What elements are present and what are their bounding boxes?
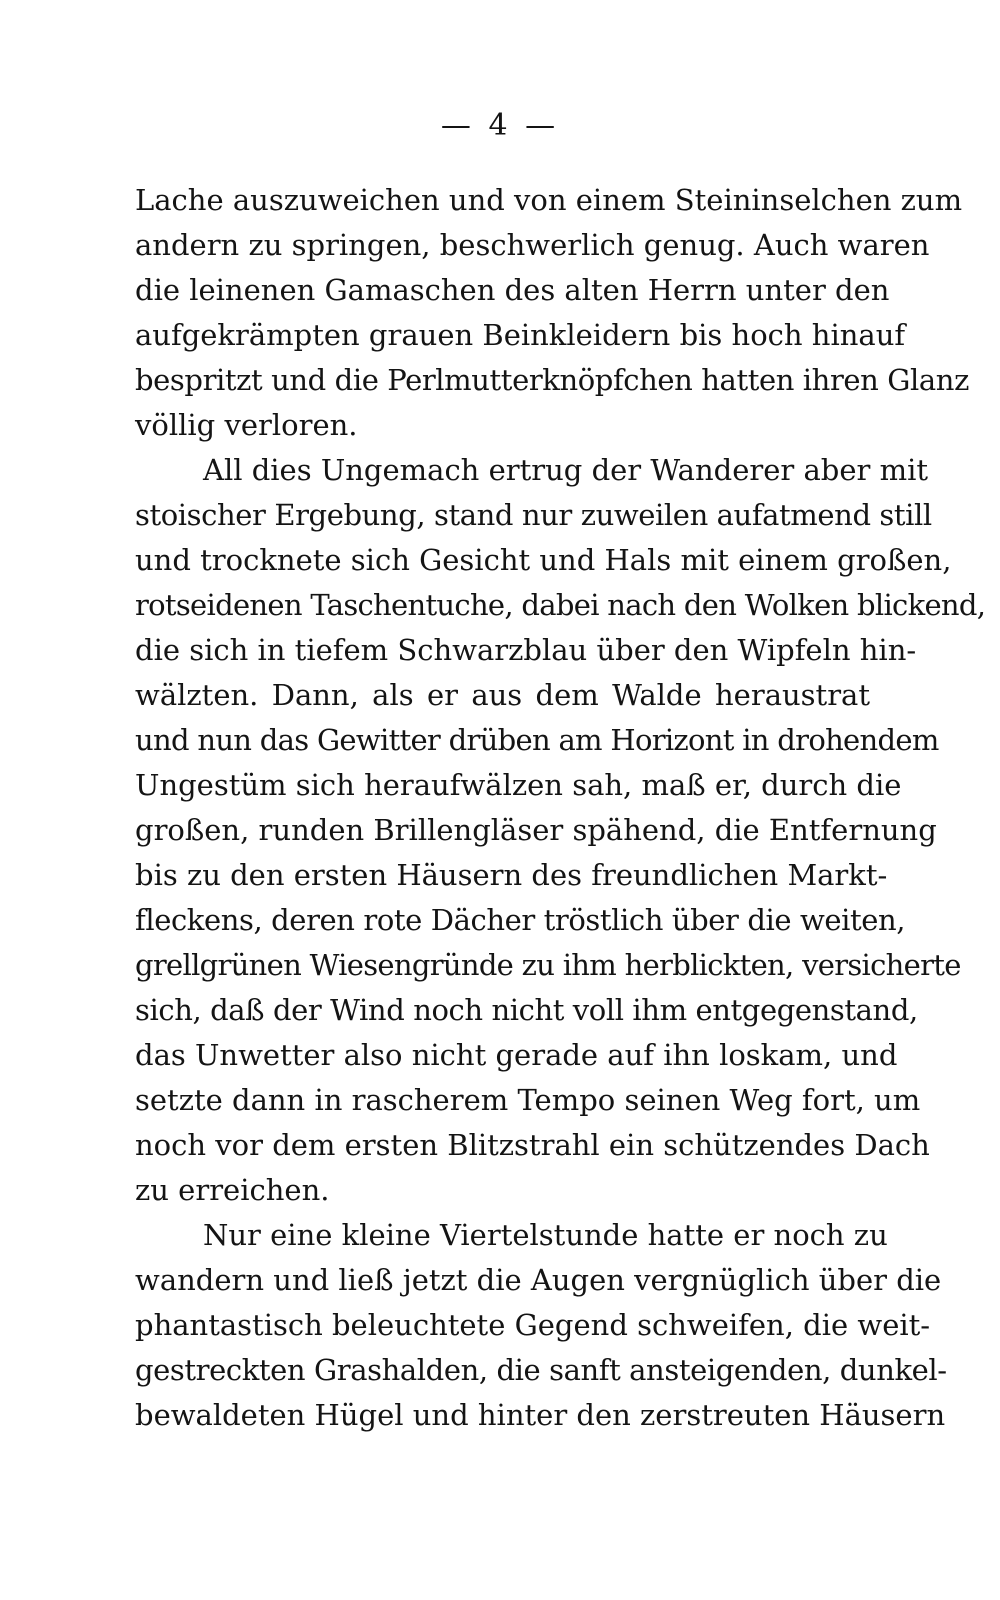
text-line: noch vor dem ersten Blitzstrahl ein schützendes Dach	[135, 1128, 930, 1162]
text-line: völlig verloren.	[135, 408, 358, 442]
text-line: Nur eine kleine Viertelstunde hatte er noch zu	[203, 1218, 888, 1252]
text-line: und nun das Gewitter drüben am Horizont in drohendem	[135, 723, 939, 757]
text-line: gestreckten Grashalden, die sanft ansteigenden, dunkel-	[135, 1353, 947, 1387]
paragraph-1	[135, 178, 969, 448]
text-line: die sich in tiefem Schwarzblau über den Wipfeln hin-	[135, 633, 917, 667]
text-line: grellgrünen Wiesengründe zu ihm herblickten, versicherte	[135, 948, 961, 982]
text-line: andern zu springen, beschwerlich genug. Auch waren	[135, 228, 930, 262]
text-line: bewaldeten Hügel und hinter den zerstreuten Häusern	[135, 1398, 946, 1432]
text-line: und trocknete sich Gesicht und Hals mit einem großen,	[135, 543, 952, 577]
text-line: bis zu den ersten Häusern des freundlichen Markt-	[135, 858, 888, 892]
text-line: sich, daß der Wind noch nicht voll ihm entgegenstand,	[135, 993, 918, 1027]
text-line: aufgekrämpten grauen Beinkleidern bis hoch hinauf	[135, 318, 906, 352]
text-line: wandern und ließ jetzt die Augen vergnüglich über die	[135, 1263, 942, 1297]
text-line: stoischer Ergebung, stand nur zuweilen aufatmend still	[135, 498, 932, 532]
text-line: zu erreichen.	[135, 1173, 330, 1207]
text-line: setzte dann in rascherem Tempo seinen Weg fort, um	[135, 1083, 921, 1117]
text-line: fleckens, deren rote Dächer tröstlich über die weiten,	[135, 903, 906, 937]
text-line: Lache auszuweichen und von einem Steininselchen zum	[135, 183, 963, 217]
text-line: phantastisch beleuchtete Gegend schweifen, die weit-	[135, 1308, 931, 1342]
text-line: bespritzt und die Perlmutterknöpfchen hatten ihren Glanz	[135, 363, 969, 397]
text-line: rotseidenen Taschentuche, dabei nach den Wolken blickend,	[135, 588, 986, 622]
text-line: die leinenen Gamaschen des alten Herrn unter den	[135, 273, 890, 307]
text-line: großen, runden Brillengläser spähend, die Entfernung	[135, 813, 937, 847]
body-text	[135, 178, 986, 1438]
page-number: — 4 —	[440, 108, 560, 143]
text-line: wälzten. Dann, als er aus dem Walde heraustrat	[135, 678, 870, 712]
paragraph-2	[135, 448, 986, 1213]
text-line: All dies Ungemach ertrug der Wanderer aber mit	[203, 453, 928, 487]
text-line: Ungestüm sich heraufwälzen sah, maß er, durch die	[135, 768, 902, 802]
paragraph-3	[135, 1213, 947, 1438]
text-line: das Unwetter also nicht gerade auf ihn loskam, und	[135, 1038, 898, 1072]
